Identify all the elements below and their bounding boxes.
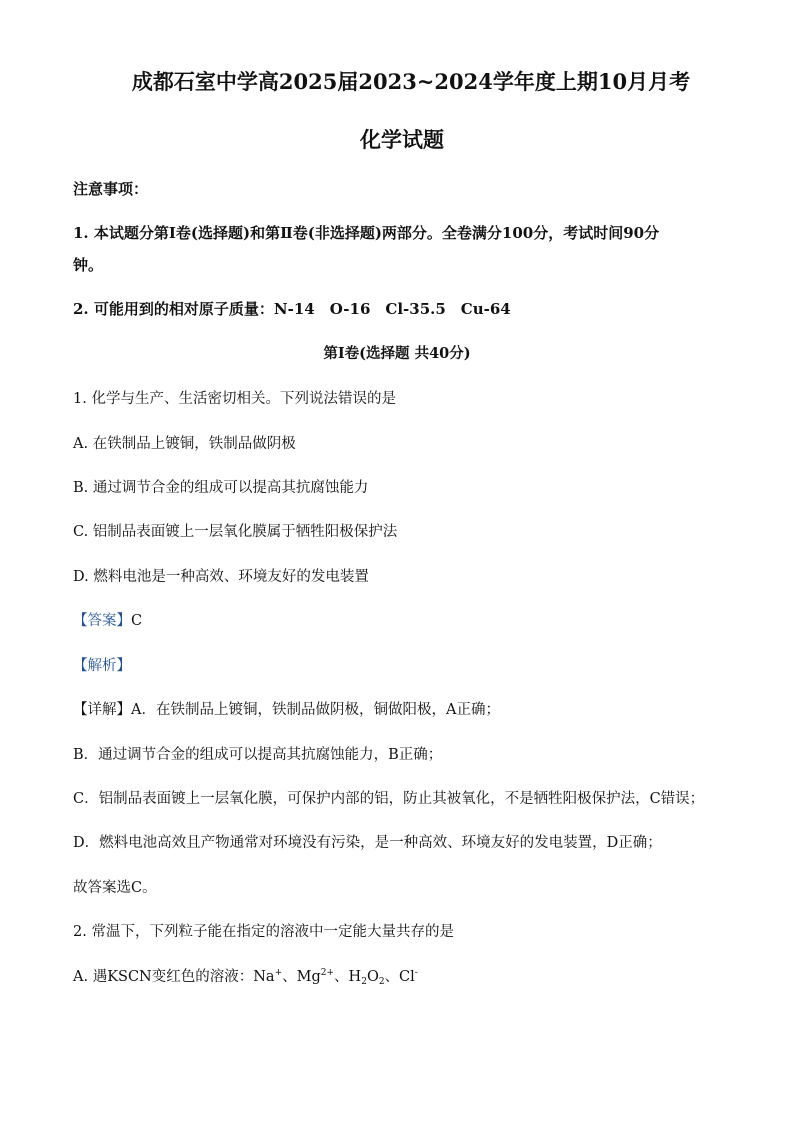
- option-a-h: 、H: [334, 969, 362, 985]
- option-a-text: A. 遇KSCN变红色的溶液：Na: [73, 969, 275, 985]
- exam-subtitle: 化学试题: [360, 127, 444, 152]
- detail-c: C．铝制品表面镀上一层氧化膜，可保护内部的铝，防止其被氧化，不是牺牲阳极保护法，C错误；: [73, 791, 705, 807]
- o-subscript: 2: [378, 977, 385, 987]
- detail-a: A．在铁制品上镀铜，铁制品做阴极，铜做阳极，A正确；: [131, 702, 500, 718]
- na-charge: +: [274, 968, 283, 978]
- option-a-mg: 、Mg: [282, 969, 321, 985]
- notice-item-1-cont: 钟。: [73, 256, 104, 274]
- detail-label: 【详解】: [73, 702, 131, 718]
- answer-value: C: [131, 613, 143, 629]
- analysis-label: 【解析】: [73, 658, 131, 674]
- question-2-option-a: [73, 965, 418, 986]
- option-a-cl: 、Cl: [384, 969, 415, 985]
- notice-item-1: 1. 本试题分第Ⅰ卷(选择题)和第Ⅱ卷(非选择题)两部分。全卷满分100分，考试时间90分: [73, 224, 660, 242]
- notice-heading: 注意事项：: [73, 180, 149, 198]
- detail-a-line: [73, 698, 500, 719]
- option-a-o: O: [366, 969, 379, 985]
- question-1-option-a: A. 在铁制品上镀铜，铁制品做阴极: [73, 436, 296, 452]
- question-1-option-d: D. 燃料电池是一种高效、环境友好的发电装置: [73, 569, 369, 585]
- notice-item-2: 2. 可能用到的相对原子质量：N-14 O-16 Cl-35.5 Cu-64: [73, 300, 511, 318]
- cl-charge: -: [414, 968, 418, 978]
- conclusion: 故答案选C。: [73, 880, 157, 896]
- h-subscript: 2: [361, 977, 367, 987]
- section-heading: 第Ⅰ卷(选择题 共40分): [323, 345, 471, 362]
- answer-line: [73, 609, 142, 630]
- question-1-option-c: C. 铝制品表面镀上一层氧化膜属于牺牲阳极保护法: [73, 524, 398, 540]
- mg-charge: 2+: [320, 968, 335, 978]
- detail-d: D．燃料电池高效且产物通常对环境没有污染，是一种高效、环境友好的发电装置，D正确；: [73, 835, 662, 851]
- question-1-option-b: B. 通过调节合金的组成可以提高其抗腐蚀能力: [73, 480, 369, 496]
- question-1-stem: 1. 化学与生产、生活密切相关。下列说法错误的是: [73, 391, 396, 407]
- detail-b: B．通过调节合金的组成可以提高其抗腐蚀能力，B正确；: [73, 747, 443, 763]
- exam-title: 成都石室中学高2025届2023~2024学年度上期10月月考: [131, 69, 691, 94]
- question-2-stem: 2. 常温下，下列粒子能在指定的溶液中一定能大量共存的是: [73, 924, 454, 940]
- answer-label: 【答案】: [73, 613, 131, 629]
